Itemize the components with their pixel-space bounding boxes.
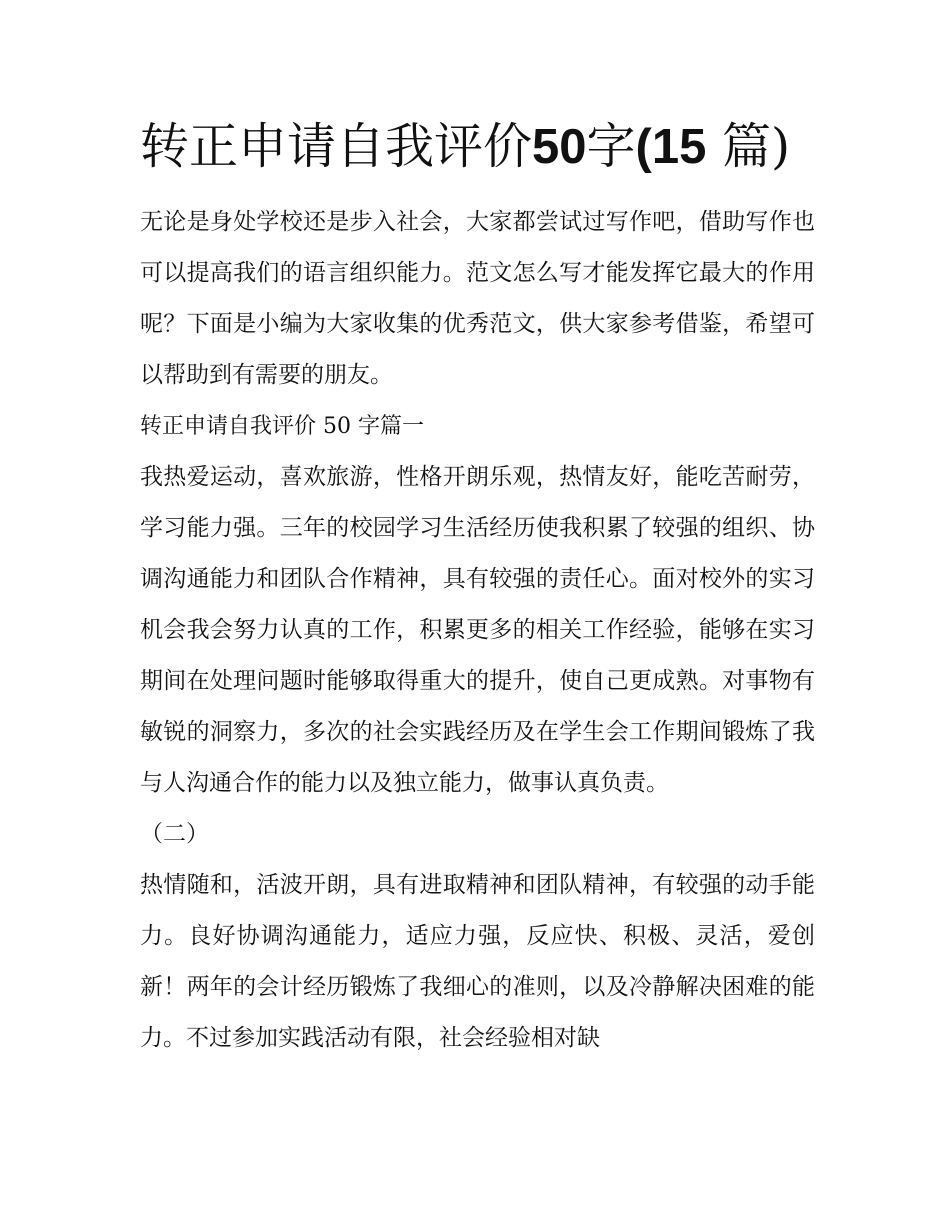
section-heading: 转正申请自我评价 50 字篇一: [140, 414, 424, 439]
title-suffix: 篇): [721, 118, 791, 175]
subsection-heading: （二）: [140, 821, 209, 847]
body-paragraph: 热情随和，活波开朗，具有进取精神和团队精神，有较强的动手能力。良好协调沟通能力，适应力强，反应快、积极、灵活，爱创新！两年的会计经历锻炼了我细心的准则，以及冷静解决困难的能力。不过参加实践活动有限，社会经验相对缺: [140, 872, 815, 1051]
document-title: [140, 112, 840, 182]
title-unit: 字: [586, 118, 636, 175]
title-count: (15: [635, 120, 707, 174]
body-paragraph: 我热爱运动，喜欢旅游，性格开朗乐观，热情友好，能吃苦耐劳，学习能力强。三年的校园学习生活经历使我积累了较强的组织、协调沟通能力和团队合作精神，具有较强的责任心。面对校外的实习机会我会努力认真的工作，积累更多的相关工作经验，能够在实习期间在处理问题时能够取得重大的提升，使自己更成熟。对事物有敏锐的洞察力，多次的社会实践经历及在学生会工作期间锻炼了我与人沟通合作的能力以及独立能力，做事认真负责。: [140, 464, 815, 796]
title-text: 转正申请自我评价: [140, 118, 533, 175]
title-number: 50: [532, 120, 587, 174]
intro-paragraph: 无论是身处学校还是步入社会，大家都尝试过写作吧，借助写作也可以提高我们的语言组织能力。范文怎么写才能发挥它最大的作用呢？下面是小编为大家收集的优秀范文，供大家参考借鉴，希望可以帮助到有需要的朋友。: [140, 209, 815, 388]
document-body: [140, 197, 815, 1064]
